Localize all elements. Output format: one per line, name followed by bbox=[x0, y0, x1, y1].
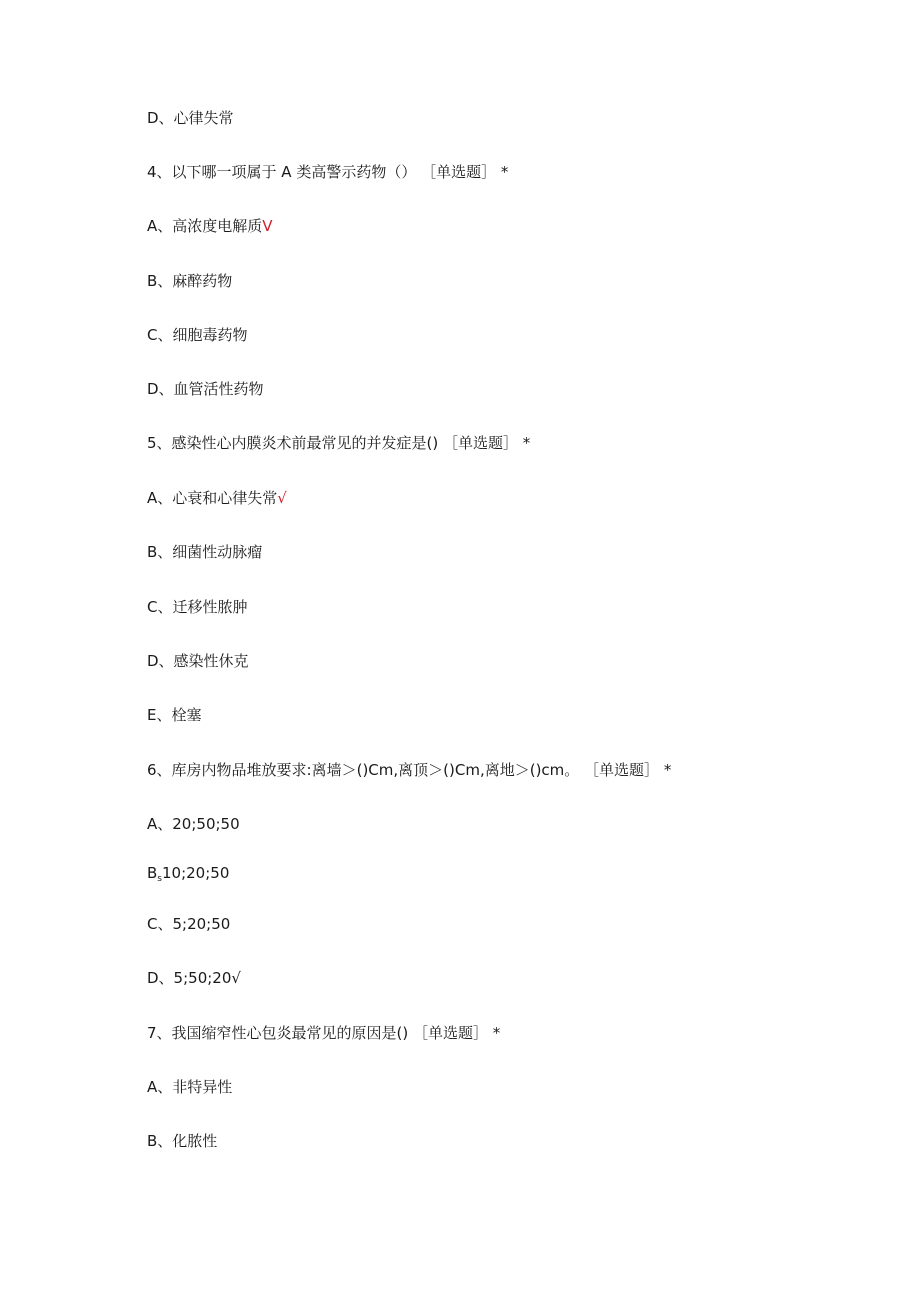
option-a-q4 bbox=[147, 216, 273, 236]
option-text: D、感染性休克 bbox=[147, 652, 249, 670]
answer-mark: √ bbox=[277, 489, 287, 507]
option-a-q7 bbox=[147, 1077, 232, 1097]
option-c-q5 bbox=[147, 597, 247, 617]
option-text: A、20;50;50 bbox=[147, 815, 240, 833]
option-e-q5 bbox=[147, 705, 201, 725]
option-c-q4 bbox=[147, 325, 247, 345]
question-text: 6、库房内物品堆放要求:离墙＞()Cm,离顶＞()Cm,离地＞()cm。 ［单选题］ * bbox=[147, 761, 672, 779]
answer-mark: V bbox=[262, 217, 273, 235]
option-text: A、非特异性 bbox=[147, 1078, 233, 1096]
option-text: 10;20;50 bbox=[162, 864, 230, 882]
option-b-q5 bbox=[147, 542, 262, 562]
option-d-q5 bbox=[147, 651, 249, 671]
question-text: 5、感染性心内膜炎术前最常见的并发症是() ［单选题］ * bbox=[147, 434, 531, 452]
option-text: B、化脓性 bbox=[147, 1132, 218, 1150]
option-a-q5 bbox=[147, 488, 287, 508]
option-text: D、5;50;20√ bbox=[147, 969, 241, 987]
question-4 bbox=[147, 162, 508, 182]
option-text: B、细菌性动脉瘤 bbox=[147, 543, 263, 561]
option-text: A、高浓度电解质 bbox=[147, 217, 263, 235]
option-letter-subscript: s bbox=[157, 874, 162, 884]
option-b-q7 bbox=[147, 1131, 217, 1151]
question-5 bbox=[147, 433, 530, 453]
option-c-q6 bbox=[147, 914, 230, 934]
question-7 bbox=[147, 1023, 500, 1043]
option-text: D、心律失常 bbox=[147, 109, 234, 127]
question-text: 4、以下哪一项属于 A 类高警示药物（） ［单选题］ * bbox=[147, 163, 509, 181]
option-letter: B bbox=[147, 864, 158, 882]
option-d-q4 bbox=[147, 379, 264, 399]
option-text: E、栓塞 bbox=[147, 706, 202, 724]
option-d-q3 bbox=[147, 108, 234, 128]
option-text: C、细胞毒药物 bbox=[147, 326, 248, 344]
question-text: 7、我国缩窄性心包炎最常见的原因是() ［单选题］ * bbox=[147, 1024, 501, 1042]
option-a-q6 bbox=[147, 814, 240, 834]
option-text: C、迁移性脓肿 bbox=[147, 598, 248, 616]
option-text: D、血管活性药物 bbox=[147, 380, 264, 398]
option-b-q4 bbox=[147, 271, 232, 291]
option-d-q6 bbox=[147, 968, 241, 988]
question-6 bbox=[147, 760, 671, 780]
option-text: C、5;20;50 bbox=[147, 915, 231, 933]
option-b-q6 bbox=[147, 863, 229, 889]
option-text: B、麻醉药物 bbox=[147, 272, 233, 290]
option-text: A、心衰和心律失常 bbox=[147, 489, 278, 507]
